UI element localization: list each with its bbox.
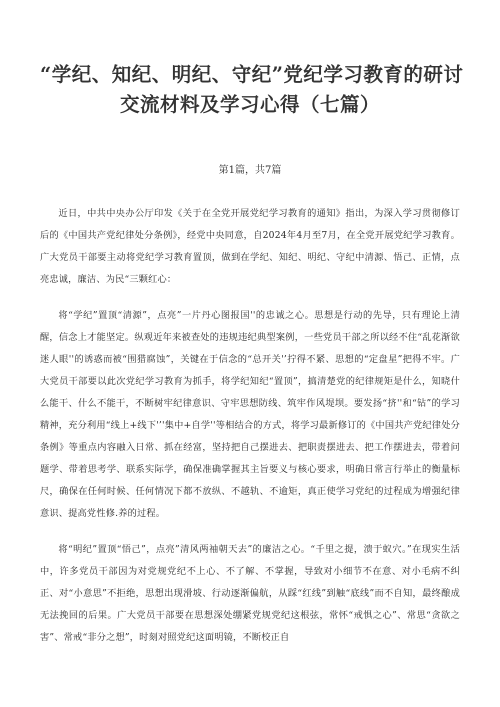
paragraph-intro: 近日，中共中央办公厅印发《关于在全党开展党纪学习教育的通知》指出，为深入学习贯彻修订后的《中国共产党纪律处分条例》，经党中央同意，自2024年4月至7月，在全党开展党纪学习教育。广大党员干部要主动将党纪学习教育置顶，做到在学纪、知纪、明纪、守纪中清源、悟己、正情，点亮忠诚，廉洁、为民“三颗红心： (40, 208, 460, 285)
paragraph-mingji: 将“明纪”置顶“悟己”，点亮”清风两袖朝天去”的廉洁之心。“千里之提，溃于蚁穴。”在现实生活中，许多党员干部因为对党规党纪不上心、不了解、不掌握，导致对小细节不在意、对小毛病不纠正、对“小意思”不拒绝，思想出现滑坡、行动逐渐偏航，从踩“红线”到触“底线”而不自知，最终酿成无法挽回的后果。广大党员干部要在思想深处绷紧党规党纪这根弦，常怀“戒惧之心”、常思“贪欲之害”、常戒“非分之想”，时刻对照党纪这面明镜，不断校正自 (40, 544, 460, 643)
title-line-1: “学纪、知纪、明纪、守纪”党纪学习教育的研讨 (40, 63, 464, 86)
title-line-2: 交流材料及学习心得（七篇） (119, 93, 380, 116)
document-title (40, 60, 464, 120)
paragraph-xueji: 将“学纪”置顶“清源”，点亮”一片丹心图报国''的忠诚之心。思想是行动的先导，只有理论上清醒，信念上才能坚定。纵观近年来被查处的违规违纪典型案例，一些党员干部之所以经不住“乱花渐欲迷人眼''的诱惑而被“围猎腐蚀”，关键在于信念的“总开关'’拧得不紧、思想的“定盘星”把得不牢。广大党员干部要以此次党纪学习教育为抓手，将学纪知纪“置顶”，搞清楚党的纪律规矩是什么，知晓什么能干、什么不能干，不断树牢纪律意识、守牢思想防线、筑牢作风堤坝。要发扬“挤''和“钻”的学习精神，充分利用“线上+线下'’'集中+自学''等相结合的方式，将学习最新修订的《中国共产党纪律处分条例》等重点内容融入日常、抓在经富，坚持把自己摆进去、把职责摆进去、把工作摆进去，带着问题学、带着思考学、联系实际学，确保准确掌握其主旨要义与核心要求，明确日常言行举止的衡量标尺，确保在任何时候、任何情况下都不放纵、不越轨、不逾矩，真正使学习党纪的过程成为增强纪律意识、提高党性修.养的过程。 (40, 310, 460, 519)
document-subtitle: 第1篇，共7篇 (218, 165, 282, 176)
document-body (40, 203, 460, 649)
